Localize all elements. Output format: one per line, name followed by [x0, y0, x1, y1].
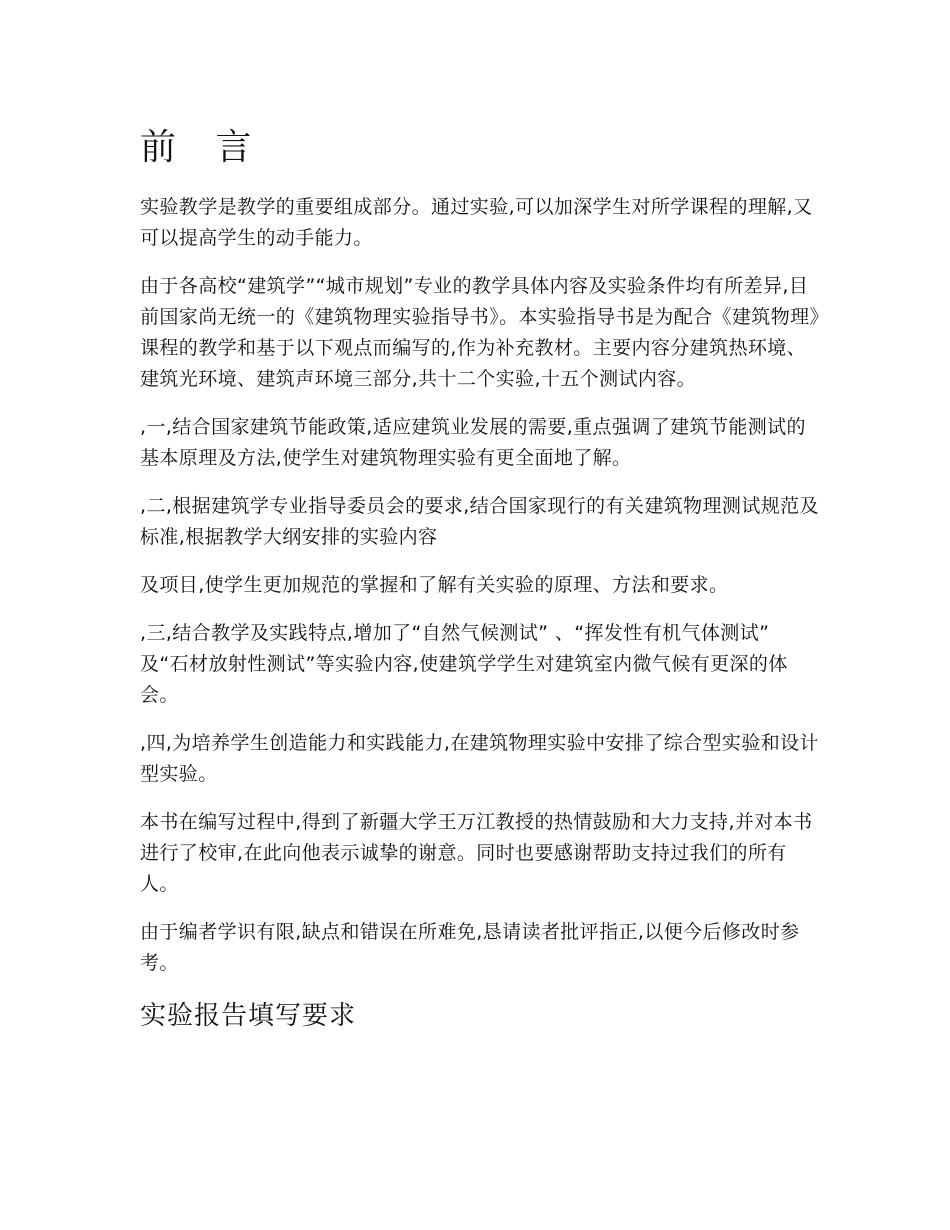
paragraph-point-three: ,三,结合教学及实践特点,增加了“自然气候测试” 、“挥发性有机气体测试” 及“石材放射性测试”等实验内容,使建筑学学生对建筑室内微气候有更深的体会。 [140, 622, 788, 706]
document-page [140, 122, 820, 1036]
paragraph-background: 由于各高校“建筑学”“城市规划”专业的教学具体内容及实验条件均有所差异,目前国家尚无统一的《建筑物理实验指导书》。本实验指导书是为配合《建筑物理》课程的教学和基于以下观点而编写的,作为补充教材。主要内容分建筑热环境、建筑光环境、建筑声环境三部分,共十二个实验,十五个测试内容。 [140, 275, 820, 390]
paragraph-point-two-continued: 及项目,使学生更加规范的掌握和了解有关实验的原理、方法和要求。 [140, 574, 729, 596]
paragraph-acknowledgement: 本书在编写过程中,得到了新疆大学王万江教授的热情鼓励和大力支持,并对本书进行了校审,在此向他表示诚挚的谢意。同时也要感谢帮助支持过我们的所有人。 [140, 811, 813, 895]
section-heading: 实验报告填写要求 [140, 1001, 357, 1031]
page-title: 前 言 [140, 127, 266, 168]
paragraph-disclaimer: 由于编者学识有限,缺点和错误在所难免,恳请读者批评指正,以便今后修改时参考。 [140, 921, 800, 974]
paragraph-intro: 实验教学是教学的重要组成部分。通过实验,可以加深学生对所学课程的理解,又可以提高学生的动手能力。 [140, 196, 813, 249]
paragraph-point-four: ,四,为培养学生创造能力和实践能力,在建筑物理实验中安排了综合型实验和设计型实验。 [140, 732, 819, 785]
paragraph-point-one: ,一,结合国家建筑节能政策,适应建筑业发展的需要,重点强调了建筑节能测试的基本原理及方法,使学生对建筑物理实验有更全面地了解。 [140, 416, 806, 469]
paragraph-point-two: ,二,根据建筑学专业指导委员会的要求,结合国家现行的有关建筑物理测试规范及标准,根据教学大纲安排的实验内容 [140, 495, 819, 548]
